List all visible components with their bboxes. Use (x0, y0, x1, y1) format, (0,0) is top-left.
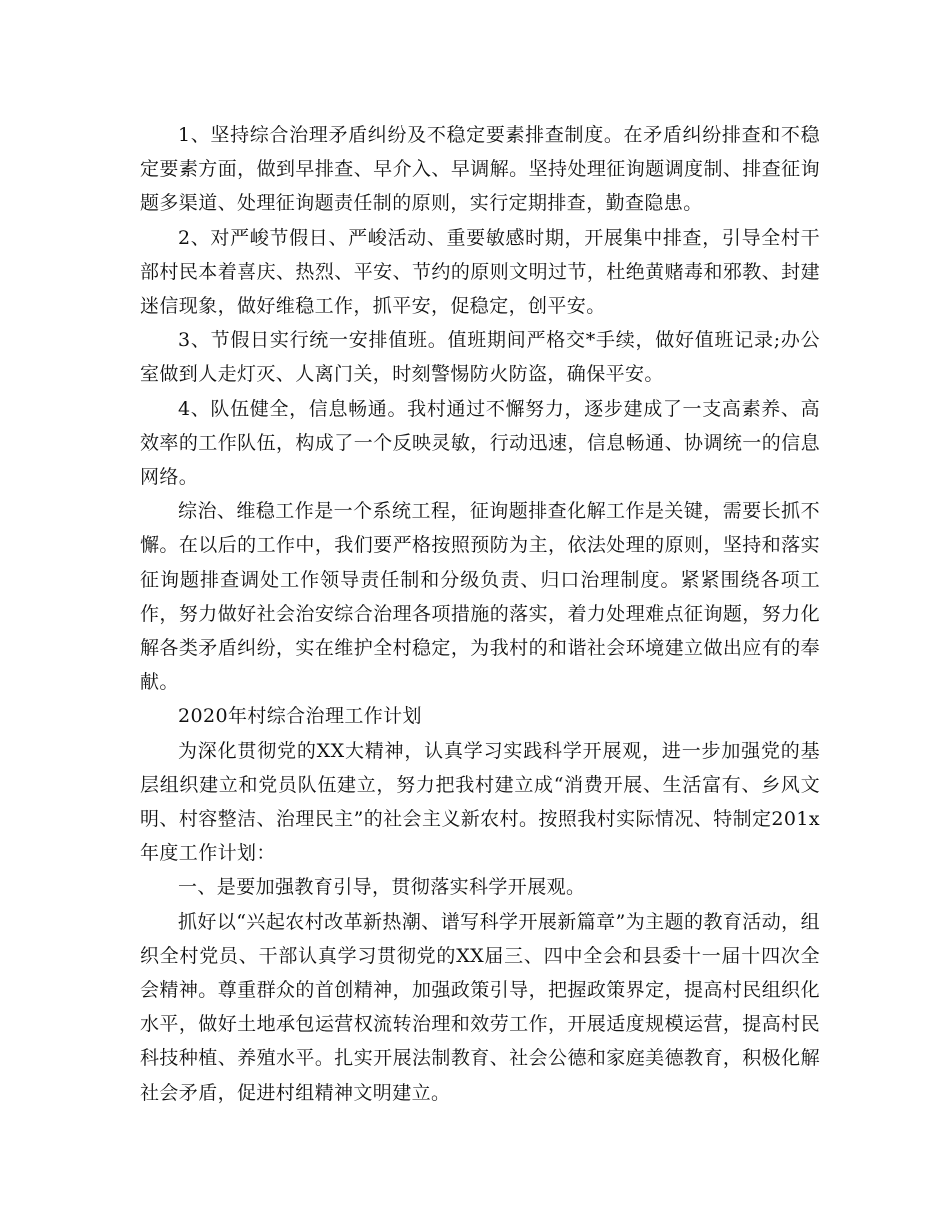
section-title: 2020年村综合治理工作计划 (178, 705, 422, 728)
paragraph-item-3: 3、节假日实行统一安排值班。值班期间严格交*手续，做好值班记录;办公室做到人走灯灭、人离门关，时刻警惕防火防盗，确保平安。 (140, 329, 820, 386)
document-body (140, 118, 820, 1110)
paragraph-item-4: 4、队伍健全，信息畅通。我村通过不懈努力，逐步建成了一支高素养、高效率的工作队伍，构成了一个反映灵敏，行动迅速，信息畅通、协调统一的信息网络。 (140, 397, 820, 489)
section-heading-1: 一、是要加强教育引导，贯彻落实科学开展观。 (178, 876, 586, 899)
paragraph-education: 抓好以“兴起农村改革新热潮、谱写科学开展新篇章”为主题的教育活动，组织全村党员、干部认真学习贯彻党的XX届三、四中全会和县委十一届十四次全会精神。尊重群众的首创精神，加强政策引导，把握政策界定，提高村民组织化水平，做好土地承包运营权流转治理和效劳工作，开展适度规模运营，提高村民科技种植、养殖水平。扎实开展法制教育、社会公德和家庭美德教育，积极化解社会矛盾，促进村组精神文明建立。 (140, 910, 820, 1104)
paragraph-item-1: 1、坚持综合治理矛盾纠纷及不稳定要素排查制度。在矛盾纠纷排查和不稳定要素方面，做到早排查、早介入、早调解。坚持处理征询题调度制、排查征询题多渠道、处理征询题责任制的原则，实行定期排查，勤查隐患。 (140, 124, 820, 215)
paragraph-intro: 为深化贯彻党的XX大精神，认真学习实践科学开展观，进一步加强党的基层组织建立和党员队伍建立，努力把我村建立成“消费开展、生活富有、乡风文明、村容整洁、治理民主”的社会主义新农村。按照我村实际情况、特制定201x年度工作计划： (140, 739, 820, 865)
paragraph-summary: 综治、维稳工作是一个系统工程，征询题排查化解工作是关键，需要长抓不懈。在以后的工作中，我们要严格按照预防为主，依法处理的原则，坚持和落实征询题排查调处工作领导责任制和分级负责、归口治理制度。紧紧围绕各项工作，努力做好社会治安综合治理各项措施的落实，着力处理难点征询题，努力化解各类矛盾纠纷，实在维护全村稳定，为我村的和谐社会环境建立做出应有的奉献。 (140, 500, 820, 694)
paragraph-item-2: 2、对严峻节假日、严峻活动、重要敏感时期，开展集中排查，引导全村干部村民本着喜庆、热烈、平安、节约的原则文明过节，杜绝黄赌毒和邪教、封建迷信现象，做好维稳工作，抓平安，促稳定，创平安。 (140, 226, 820, 318)
